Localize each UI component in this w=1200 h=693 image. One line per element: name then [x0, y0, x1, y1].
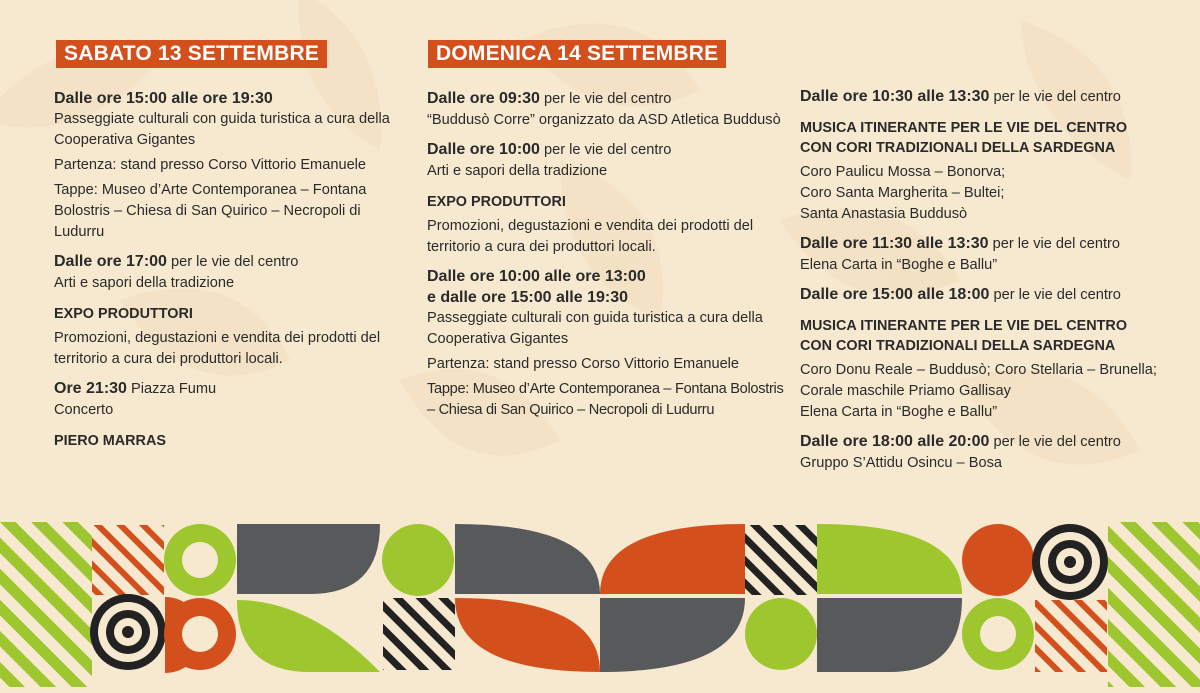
black-stripe-square-2	[745, 525, 817, 595]
sun2-event1-choir2: Coro Santa Margherita – Bultei;	[800, 185, 1005, 201]
sun2-event2-desc: Elena Carta in “Boghe e Ballu”	[800, 257, 998, 273]
sun-event2-time: Dalle ore 10:00 per le vie del centro	[427, 141, 672, 158]
green-circle-2	[745, 598, 817, 670]
green-stripe-block-right	[1108, 522, 1200, 687]
sun2-event3-choirs: Coro Donu Reale – Buddusò; Coro Stellaria – Brunella; Corale maschile Priamo Gallisay	[800, 362, 1157, 399]
saturday-column	[54, 40, 404, 455]
sunday-day-header: DOMENICA 14 SETTEMBRE	[428, 40, 726, 68]
sunday-continued-column	[800, 86, 1160, 474]
gray-leaf-4	[817, 598, 962, 672]
sat-event2-time: Dalle ore 17:00 per le vie del centro	[54, 253, 299, 270]
sat-event3-artist: PIERO MARRAS	[54, 433, 166, 449]
sun-event3-time2: e dalle ore 15:00 alle 19:30	[427, 289, 629, 306]
green-leaf-4	[817, 524, 962, 594]
sun2-event3-time: Dalle ore 15:00 alle 18:00 per le vie del centro	[800, 286, 1121, 303]
sun-event2-desc: Arti e sapori della tradizione	[427, 163, 608, 179]
green-leaf-bottom	[237, 600, 380, 672]
sun2-event2-time: Dalle ore 11:30 alle 13:30 per le vie del centro	[800, 235, 1120, 252]
sun2-event1-choir3: Santa Anastasia Buddusò	[800, 206, 968, 222]
sat-event2-desc: Arti e sapori della tradizione	[54, 275, 235, 291]
sun-event1-desc: “Buddusò Corre” organizzato da ASD Atletica Buddusò	[427, 112, 781, 128]
sun-event2-details: Promozioni, degustazioni e vendita dei prodotti del territorio a cura dei produttori locali.	[427, 218, 754, 255]
sat-event2-heading: EXPO PRODUTTORI	[54, 306, 193, 322]
gray-leaf-2	[455, 524, 600, 594]
green-circle-1	[382, 524, 454, 596]
black-stripe-square-1	[383, 598, 455, 670]
sat-event1-time: Dalle ore 15:00 alle ore 19:30	[54, 90, 273, 107]
sun2-event3-heading: MUSICA ITINERANTE PER LE VIE DEL CENTRO CON CORI TRADIZIONALI DELLA SARDEGNA	[800, 318, 1128, 354]
sun-event3-stops: Tappe: Museo d’Arte Contemporanea – Fontana Bolostris – Chiesa di San Quirico – Necropoli di Ludurru	[427, 381, 784, 418]
gray-leaf-top	[237, 524, 380, 594]
sat-event1-start: Partenza: stand presso Corso Vittorio Emanuele	[54, 157, 367, 173]
gray-leaf-3	[600, 598, 745, 672]
sat-event1-desc: Passeggiate culturali con guida turistica a cura della Cooperativa Gigantes	[54, 111, 390, 148]
sun-event1-time: Dalle ore 09:30 per le vie del centro	[427, 90, 672, 107]
sun2-event4-time: Dalle ore 18:00 alle 20:00 per le vie del centro	[800, 433, 1121, 450]
sun-event3-desc: Passeggiate culturali con guida turistica a cura della Cooperativa Gigantes	[427, 310, 763, 347]
sun-event2-heading: EXPO PRODUTTORI	[427, 194, 566, 210]
sunday-column	[427, 40, 787, 421]
saturday-day-header: SABATO 13 SETTEMBRE	[56, 40, 327, 68]
green-stripe-block-left	[0, 522, 92, 687]
sat-event3-time: Ore 21:30 Piazza Fumu	[54, 380, 217, 397]
sun-event3-start: Partenza: stand presso Corso Vittorio Emanuele	[427, 356, 740, 372]
sat-event2-details: Promozioni, degustazioni e vendita dei prodotti del territorio a cura dei produttori locali.	[54, 330, 381, 367]
orange-stripe-square-2	[1035, 600, 1107, 672]
orange-stripe-square	[92, 525, 164, 595]
sun-event3-time: Dalle ore 10:00 alle ore 13:00	[427, 268, 646, 285]
sun2-event1-heading: MUSICA ITINERANTE PER LE VIE DEL CENTRO CON CORI TRADIZIONALI DELLA SARDEGNA	[800, 120, 1128, 156]
sun2-event3-artist: Elena Carta in “Boghe e Ballu”	[800, 404, 998, 420]
sun2-event1-time: Dalle ore 10:30 alle 13:30 per le vie del centro	[800, 88, 1121, 105]
sun2-event1-choir1: Coro Paulicu Mossa – Bonorva;	[800, 164, 1006, 180]
sun2-event4-desc: Gruppo S’Attidu Osincu – Bosa	[800, 455, 1002, 471]
sat-event3-desc: Concerto	[54, 402, 114, 418]
orange-leaf-2	[455, 598, 600, 672]
sat-event1-stops: Tappe: Museo d’Arte Contemporanea – Fontana Bolostris – Chiesa di San Quirico – Necropoli di Ludurru	[54, 182, 367, 240]
orange-circle	[962, 524, 1034, 596]
orange-leaf-3	[600, 524, 745, 594]
decorative-geometric-band	[0, 522, 1200, 687]
